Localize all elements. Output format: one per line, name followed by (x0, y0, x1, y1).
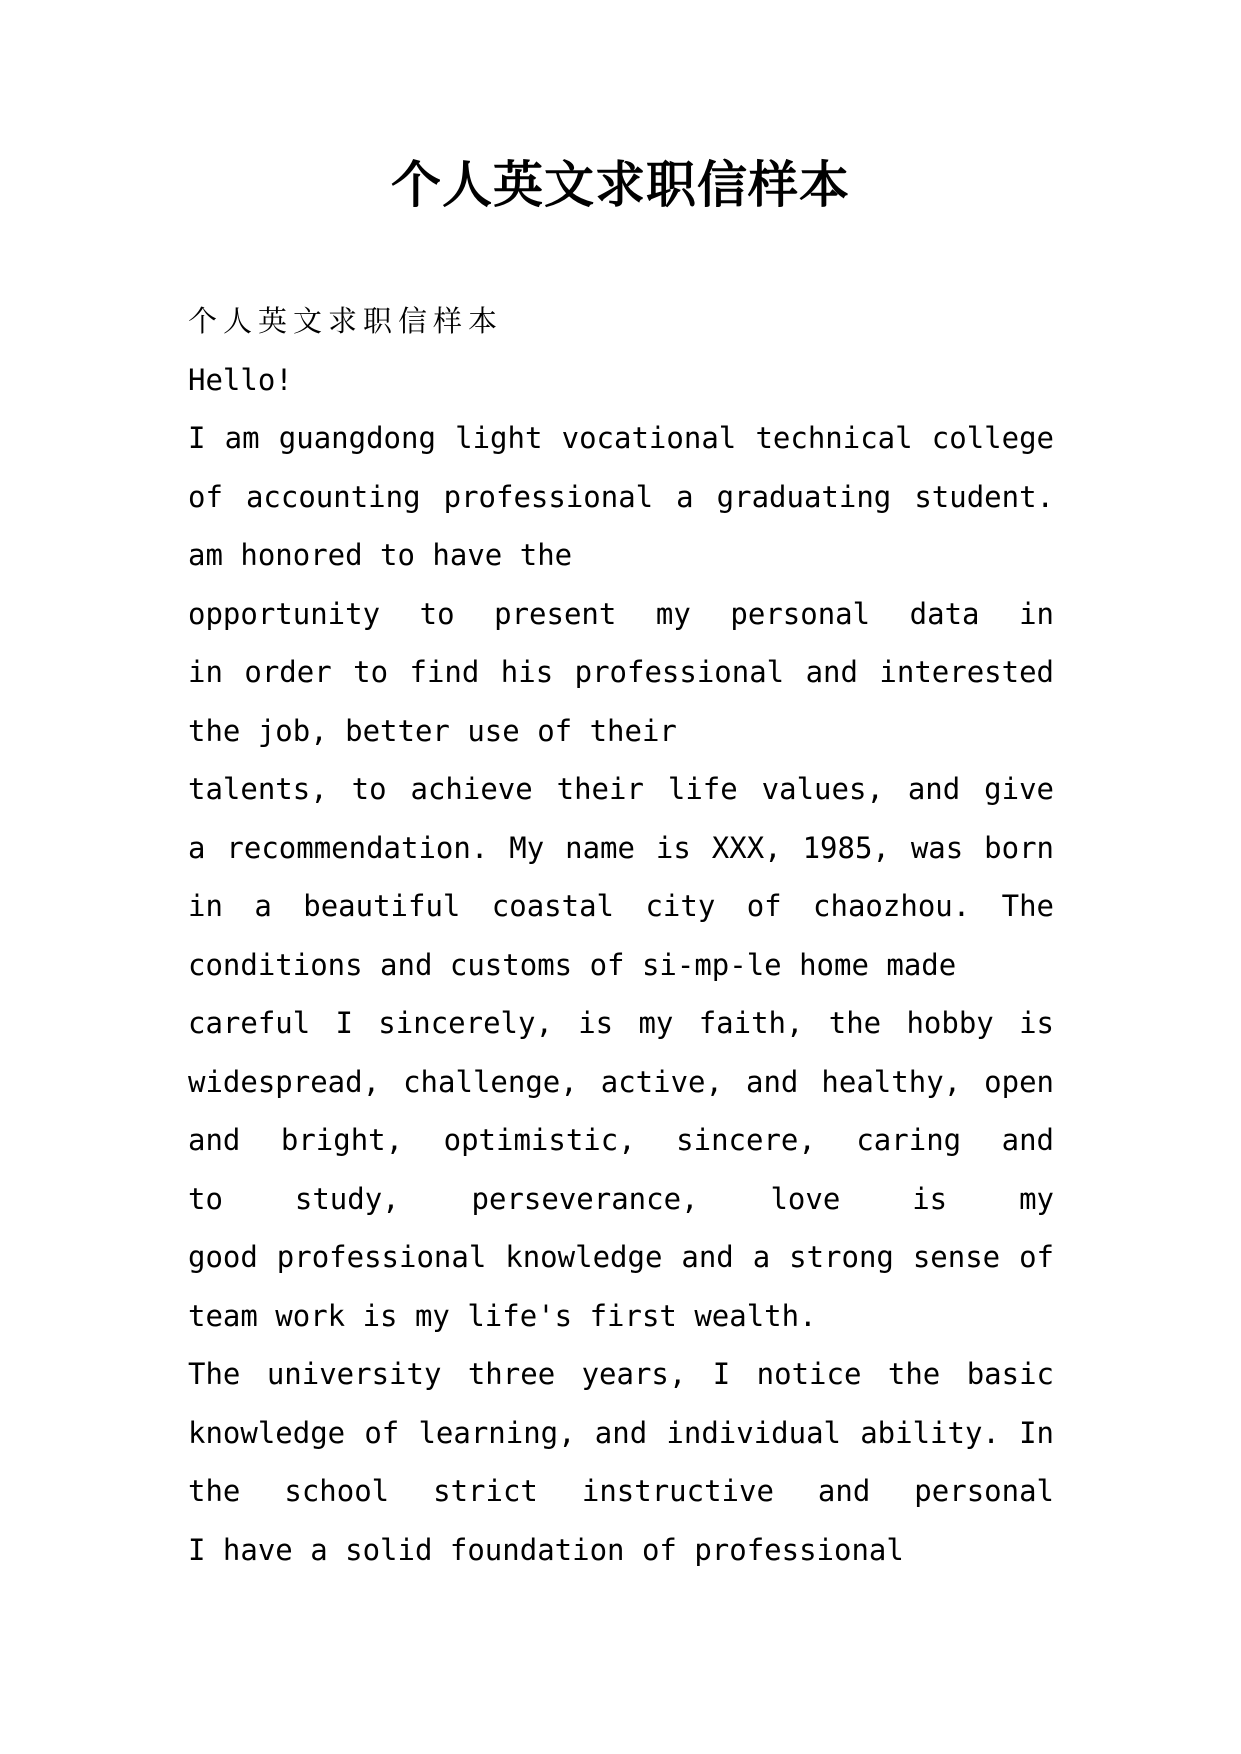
body-line: knowledge of learning, and individual ability. In (188, 1415, 1054, 1450)
body-line: Hello! (188, 362, 293, 397)
body-line: of accounting professional a graduating student. (188, 479, 1054, 514)
body-line: the job, better use of their (188, 713, 677, 748)
body-line: and bright, optimistic, sincere, caring and (188, 1123, 1054, 1157)
body-line: The university three years, I notice the basic (188, 1357, 1054, 1391)
body-line: careful I sincerely, is my faith, the hobby is (188, 1006, 1054, 1040)
body-line: widespread, challenge, active, and healthy, open (188, 1064, 1054, 1099)
body-line: the school strict instructive and personal (188, 1474, 1054, 1508)
body-line: I am guangdong light vocational technical college (188, 421, 1054, 455)
body-line: to study, perseverance, love is my (188, 1181, 1054, 1216)
body-line: talents, to achieve their life values, and give (188, 772, 1054, 806)
body-line: conditions and customs of si-mp-le home made (188, 947, 957, 982)
body-line: in a beautiful coastal city of chaozhou. The (188, 889, 1054, 923)
document-subtitle: 个人英文求职信样本 (188, 304, 504, 338)
body-line: a recommendation. My name is XXX, 1985, was born (188, 830, 1054, 865)
document-body (188, 292, 1054, 1579)
body-line: good professional knowledge and a strong sense of (188, 1240, 1054, 1274)
body-line: in order to find his professional and interested (188, 655, 1054, 689)
body-line: team work is my life's first wealth. (188, 1298, 817, 1333)
body-line: am honored to have the (188, 538, 573, 572)
body-line: opportunity to present my personal data in (188, 596, 1054, 631)
body-line: I have a solid foundation of professional (188, 1532, 904, 1567)
document-title: 个人英文求职信样本 (391, 155, 850, 214)
